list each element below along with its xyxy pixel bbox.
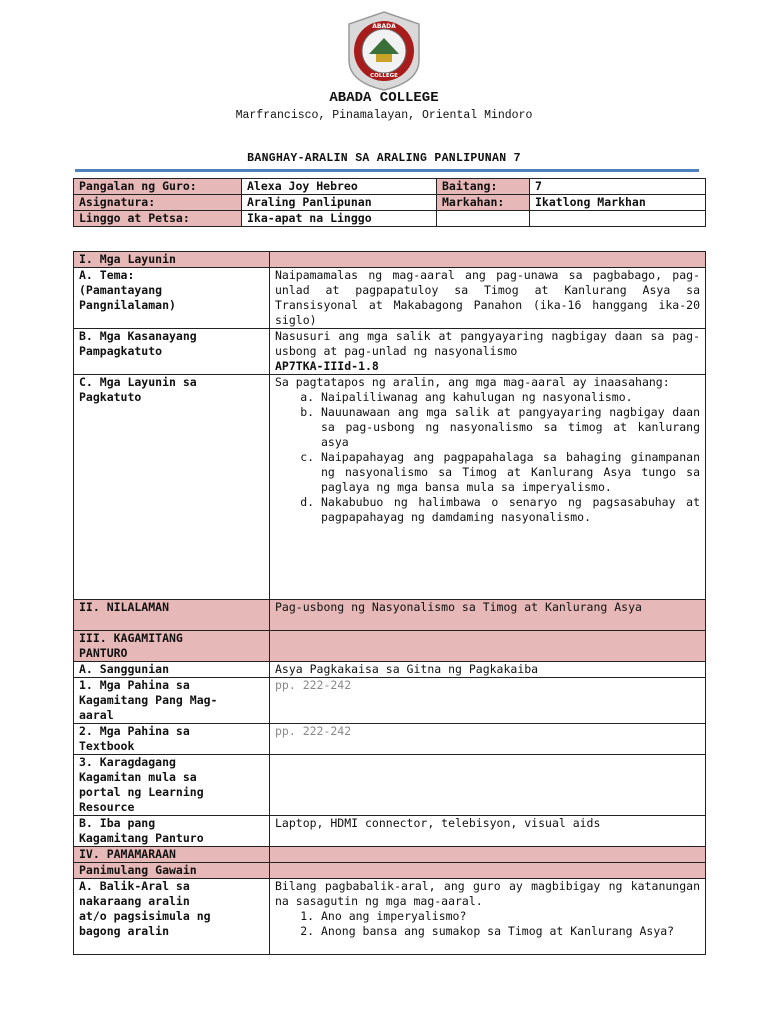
review-label: A. Balik-Aral sa nakaraang aralin at/o pagsisimula ng bagong aralin [74, 879, 270, 955]
content-standard-value: Naipamamalas ng mag-aaral ang pag-unawa sa pagbabago, pag-unlad at pagpapatuloy sa Timog at Kanlurang Asya sa Transisyonal at Makabagong Panahon (ika-16 hanggang ika-20 siglo) [270, 268, 706, 329]
section-row [74, 631, 706, 662]
additional-materials-label: 3. Karagdagang Kagamitan mula sa portal ng Learning Resource [74, 755, 270, 816]
table-row [74, 755, 706, 816]
learning-objectives-label: C. Mga Layunin sa Pagkatuto [74, 375, 270, 600]
subject-label: Asignatura: [74, 195, 242, 211]
section-row [74, 863, 706, 879]
objectives-header-blank [270, 252, 706, 268]
teacher-name-label: Pangalan ng Guro: [74, 179, 242, 195]
school-name: ABADA COLLEGE [329, 90, 439, 106]
objectives-header: I. Mga Layunin [74, 252, 270, 268]
competency-code: AP7TKA-IIId-1.8 [275, 359, 379, 373]
content-standard-label: A. Tema: (Pamantayang Pangnilalaman) [74, 268, 270, 329]
table-row [74, 879, 706, 955]
info-row [74, 179, 706, 195]
college-seal-logo [343, 10, 425, 92]
review-intro: Bilang pagbabalik-aral, ang guro ay magbibigay ng katanungan na sasagutin ng mga mag-aaral. [275, 879, 700, 908]
section-row [74, 252, 706, 268]
textbook-pages-label: 2. Mga Pahina sa Textbook [74, 724, 270, 755]
materials-section-blank [270, 631, 706, 662]
title-divider [75, 169, 699, 172]
textbook-pages-value: pp. 222-242 [270, 724, 706, 755]
competency-value: Nasusuri ang mga salik at pangyayaring nagbigay daan sa pag-usbong at pag-unlad ng nasyonalismo [275, 329, 700, 358]
reference-value: Asya Pagkakaisa sa Gitna ng Pagkakaiba [270, 662, 706, 678]
info-row [74, 195, 706, 211]
learner-pages-label: 1. Mga Pahina sa Kagamitang Pang Mag- aaral [74, 678, 270, 724]
review-questions-list [275, 909, 700, 939]
additional-materials-value [270, 755, 706, 816]
table-row [74, 268, 706, 329]
quarter-label: Markahan: [437, 195, 530, 211]
quarter-value: Ikatlong Markhan [530, 195, 706, 211]
school-address: Marfrancisco, Pinamalayan, Oriental Mindoro [235, 109, 533, 122]
week-value: Ika-apat na Linggo [242, 211, 437, 227]
other-materials-value: Laptop, HDMI connector, telebisyon, visual aids [270, 816, 706, 847]
procedure-section-label: IV. PAMAMARAAN [74, 847, 270, 863]
info-row [74, 211, 706, 227]
empty-cell [530, 211, 706, 227]
competency-cell [270, 329, 706, 375]
week-label: Linggo at Petsa: [74, 211, 242, 227]
table-row [74, 678, 706, 724]
empty-cell [437, 211, 530, 227]
table-row [74, 329, 706, 375]
document-title: BANGHAY-ARALIN SA ARALING PANLIPUNAN 7 [247, 152, 521, 165]
grade-value: 7 [530, 179, 706, 195]
subject-value: Araling Panlipunan [242, 195, 437, 211]
grade-label: Baitang: [437, 179, 530, 195]
other-materials-label: B. Iba pang Kagamitang Panturo [74, 816, 270, 847]
table-row [74, 724, 706, 755]
list-item: b. Nauunawaan ang mga salik at pangyayaring nagbigay daan sa pag-usbong ng nasyonalismo sa timog at kanlurang asya [321, 405, 700, 450]
materials-section-label: III. KAGAMITANG PANTURO [74, 631, 270, 662]
list-item: 2. Anong bansa ang sumakop sa Timog at Kanlurang Asya? [321, 924, 700, 939]
content-section-value: Pag-usbong ng Nasyonalismo sa Timog at Kanlurang Asya [270, 600, 706, 631]
reference-label: A. Sanggunian [74, 662, 270, 678]
table-row [74, 816, 706, 847]
review-cell [270, 879, 706, 955]
learning-objectives-intro: Sa pagtatapos ng aralin, ang mga mag-aaral ay inaasahang: [275, 375, 670, 389]
section-row [74, 600, 706, 631]
learning-objectives-list [275, 390, 700, 525]
learner-pages-value: pp. 222-242 [270, 678, 706, 724]
competency-label: B. Mga Kasanayang Pampagkatuto [74, 329, 270, 375]
section-row [74, 847, 706, 863]
lesson-plan-table [73, 251, 706, 955]
list-item: 1. Ano ang imperyalismo? [321, 909, 700, 924]
content-section-label: II. NILALAMAN [74, 600, 270, 631]
teacher-info-table [73, 178, 706, 227]
learning-objectives-cell [270, 375, 706, 600]
preliminary-activity-blank [270, 863, 706, 879]
logo-text-top: ABADA [372, 23, 396, 30]
preliminary-activity-label: Panimulang Gawain [74, 863, 270, 879]
list-item: c. Naipapahayag ang pagpapahalaga sa bahaging ginampanan ng nasyonalismo sa Timog at Kanlurang Asya tungo sa paglaya ng mga bansa mula sa imperyalismo. [321, 450, 700, 495]
procedure-section-blank [270, 847, 706, 863]
list-item: a. Naipaliliwanag ang kahulugan ng nasyonalismo. [321, 390, 700, 405]
teacher-name-value: Alexa Joy Hebreo [242, 179, 437, 195]
list-item: d. Nakabubuo ng halimbawa o senaryo ng pagsasabuhay at pagpapahayag ng damdaming nasyonalismo. [321, 495, 700, 525]
table-row [74, 375, 706, 600]
table-row [74, 662, 706, 678]
logo-text-bottom: COLLEGE [370, 73, 398, 79]
